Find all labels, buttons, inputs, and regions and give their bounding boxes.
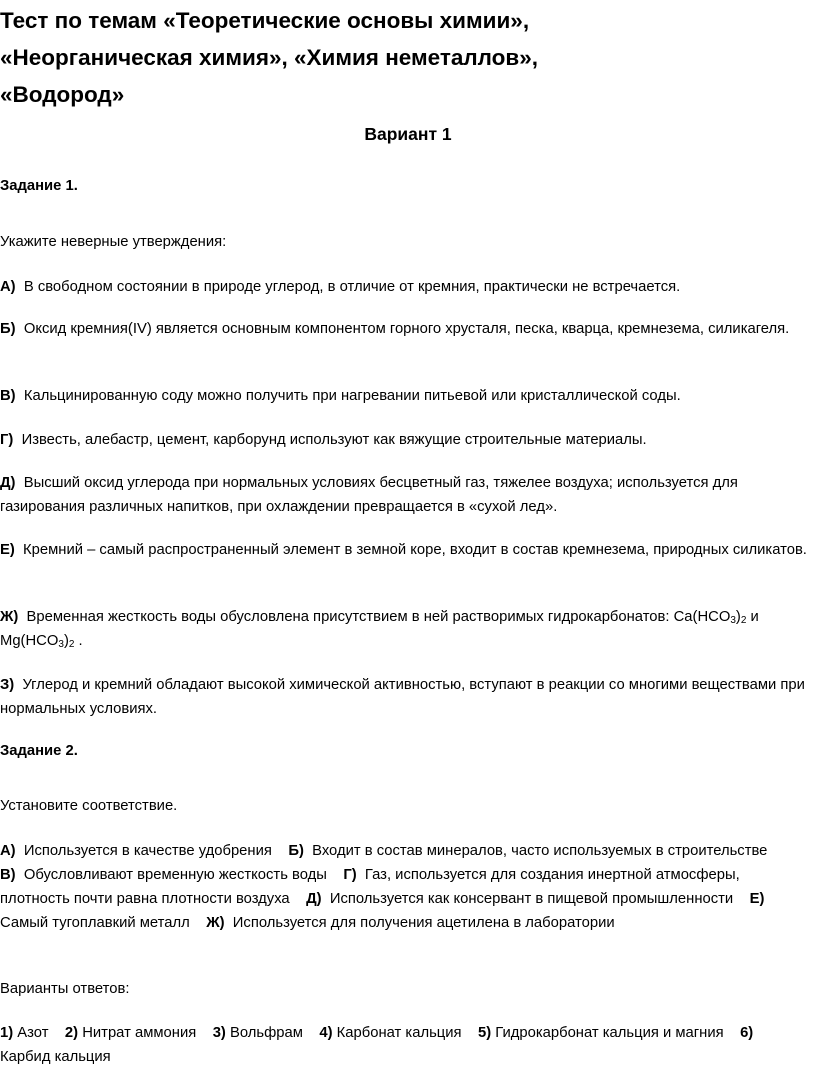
statement-letter: Г) — [0, 432, 14, 448]
answers-block — [0, 1021, 790, 1069]
statement-text: Кальцинированную соду можно получить при нагревании питьевой или кристаллической соды. — [23, 388, 681, 404]
answer-text: Карбид кальция — [0, 1049, 111, 1065]
item-letter: Г) — [343, 867, 357, 883]
task2-instruction: Установите соответствие. — [0, 798, 178, 814]
statement-letter: Е) — [0, 542, 15, 558]
task1-statement-a — [0, 275, 808, 299]
subscript: 3 — [730, 615, 736, 626]
statement-text: В свободном состоянии в природе углерод, в отличие от кремния, практически не встречается. — [23, 279, 681, 295]
item-text: Газ, используется для создания инертной атмосферы, плотность почти равна плотности воздуха — [0, 867, 740, 907]
statement-letter: В) — [0, 388, 16, 404]
formula-part: . — [74, 633, 83, 649]
subscript: 2 — [740, 615, 747, 626]
item-letter: А) — [0, 843, 16, 859]
task1-statement-zh — [0, 605, 808, 653]
task1-statement-g — [0, 428, 808, 452]
task1-statement-v — [0, 384, 808, 408]
item-letter: Е) — [749, 891, 765, 907]
task1-statement-e — [0, 538, 808, 562]
answer-number: 3) — [212, 1025, 226, 1041]
statement-text: Временная жесткость воды обусловлена присутствием в ней растворимых гидрокарбонатов: Ca(HCO — [26, 609, 731, 625]
variant-heading: Вариант 1 — [364, 124, 452, 144]
answer-text: Карбонат кальция — [336, 1025, 462, 1041]
task2-items-block — [0, 839, 790, 935]
item-text: Используется как консервант в пищевой промышленности — [329, 891, 734, 907]
task2-heading: Задание 2. — [0, 743, 78, 759]
item-letter: Ж) — [206, 915, 225, 931]
answer-text: Гидрокарбонат кальция и магния — [495, 1025, 724, 1041]
statement-text: Оксид кремния(IV) является основным компонентом горного хрусталя, песка, кварца, кремнезема, силикагеля. — [23, 321, 790, 337]
statement-text: Кремний – самый распространенный элемент в земной коре, входит в состав кремнезема, природных силикатов. — [23, 542, 807, 558]
statement-letter: А) — [0, 279, 16, 295]
item-text: Используется для получения ацетилена в лаборатории — [232, 915, 615, 931]
formula-part: ) — [735, 609, 741, 625]
answer-number: 2) — [64, 1025, 79, 1041]
answer-text: Нитрат аммония — [82, 1025, 197, 1041]
answer-number: 6) — [740, 1025, 754, 1041]
item-letter: Д) — [306, 891, 322, 907]
statement-text: Известь, алебастр, цемент, карборунд используют как вяжущие строительные материалы. — [21, 432, 647, 448]
item-text: Обусловливают временную жесткость воды — [23, 867, 327, 883]
formula-part: и Mg(HCO — [0, 609, 759, 649]
task1-heading: Задание 1. — [0, 178, 78, 194]
document-title — [0, 2, 640, 113]
task1-instruction: Укажите неверные утверждения: — [0, 234, 227, 250]
answer-number: 5) — [478, 1025, 492, 1041]
statement-text: Углерод и кремний обладают высокой химической активностью, вступают в реакции со многими веществами при нормальных условиях. — [0, 677, 805, 717]
item-text: Самый тугоплавкий металл — [0, 915, 190, 931]
answer-number: 4) — [319, 1025, 333, 1041]
answer-text: Вольфрам — [229, 1025, 303, 1041]
title-line-1: Тест по темам «Теоретические основы химии», — [0, 8, 530, 33]
title-line-2: «Неорганическая химия», «Химия неметаллов», — [0, 45, 539, 70]
item-text: Используется в качестве удобрения — [23, 843, 272, 859]
subscript: 2 — [68, 639, 75, 650]
task1-statement-d — [0, 471, 808, 519]
title-line-3: «Водород» — [0, 82, 125, 107]
formula-part: ) — [63, 633, 69, 649]
answers-label: Варианты ответов: — [0, 981, 130, 997]
statement-letter: Д) — [0, 475, 16, 491]
subscript: 3 — [58, 639, 64, 650]
statement-letter: Ж) — [0, 609, 19, 625]
item-text: Входит в состав минералов, часто используемых в строительстве — [312, 843, 768, 859]
item-letter: Б) — [288, 843, 304, 859]
task1-statement-b — [0, 317, 808, 341]
statement-text: Высший оксид углерода при нормальных условиях бесцветный газ, тяжелее воздуха; используется для газирования различных напитков, при охлаждении превращается в «сухой лед». — [0, 475, 738, 515]
statement-letter: З) — [0, 677, 15, 693]
item-letter: В) — [0, 867, 16, 883]
answer-text: Азот — [17, 1025, 49, 1041]
task1-statement-z — [0, 673, 808, 721]
statement-letter: Б) — [0, 321, 16, 337]
answer-number: 1) — [0, 1025, 14, 1041]
